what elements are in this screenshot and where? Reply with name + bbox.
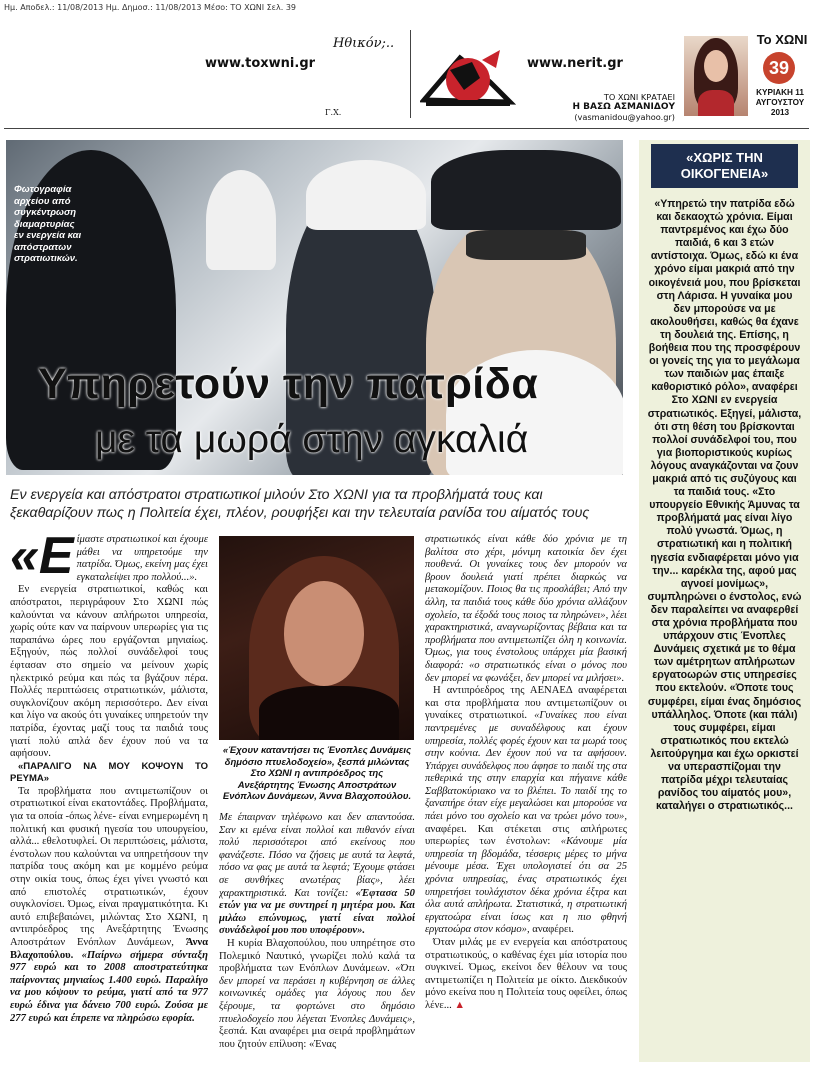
interviewee-photo bbox=[219, 536, 414, 740]
date-line3: 2013 bbox=[770, 108, 790, 117]
caption-line: εν ενεργεία και bbox=[14, 230, 82, 241]
logo-icon bbox=[420, 40, 516, 112]
end-mark-icon: ▲ bbox=[454, 999, 465, 1011]
date-line1: ΚΥΡΙΑΚΗ 11 bbox=[756, 88, 804, 97]
lead-text: ίμαστε στρατιωτικοί και έχουμε μάθει να υπηρετούμε την πατρίδα. Όμως, εκείνη μας έχει εγκαταλείψει προ πολλού...». bbox=[76, 534, 208, 583]
masthead-divider bbox=[410, 30, 411, 118]
caption-line: Φωτογραφία bbox=[14, 184, 72, 195]
article-column-2 bbox=[219, 812, 415, 1064]
site-url-right: www.nerit.gr bbox=[527, 56, 623, 71]
page-number-badge: 39 bbox=[763, 52, 795, 84]
column-email: (vasmanidou@yahoo.gr) bbox=[574, 112, 675, 122]
interviewee-photo-caption: «Έχουν καταντήσει τις Ένοπλες Δυνάμεις δημόσιο πτυελοδοχείο», ξεσπά μιλώντας Στο ΧΩΝΙ η αντιπρόεδρος της Ανεξάρτητης Ένωσης Αποστράτων Ενόπλων Δυνάμεων, Άννα Βλαχοπούλου. bbox=[222, 745, 412, 802]
sidebar-box bbox=[639, 140, 810, 1062]
section-label: Ηθικόν;.. bbox=[333, 36, 395, 51]
date-line2: ΑΥΓΟΥΣΤΟΥ bbox=[755, 98, 805, 107]
section-heading: «ΠΑΡΑΛΙΓΟ ΝΑ ΜΟΥ ΚΟΨΟΥΝ ΤΟ ΡΕΥΜΑ» bbox=[10, 760, 208, 785]
masthead-rule bbox=[4, 128, 809, 129]
paragraph: Όταν μιλάς με εν ενεργεία και απόστρατους στρατιωτικούς, ο καθένας έχει μία ιστορία που συγκινεί. Όμως, εκείνοι δεν θέλουν να τους αντιμετωπίζει η Πολιτεία με οίκτο. Διεκδικούν μόνο εκείνα που η Πολιτεία τους οφείλει, όπως λένε... ▲ bbox=[425, 937, 627, 1011]
issue-date bbox=[750, 88, 810, 118]
article-column-1 bbox=[10, 534, 208, 1064]
lead-paragraph bbox=[10, 534, 208, 584]
headline-line1: Υπηρετούν την πατρίδα bbox=[38, 360, 539, 408]
site-url-left: www.toxwni.gr bbox=[205, 56, 316, 71]
drop-cap: «Ε bbox=[10, 534, 74, 585]
paragraph: Η αντιπρόεδρος της ΑΕΝΑΕΔ αναφέρεται και στα προβλήματα που αντιμετωπίζουν οι γυναίκες στρατιωτικοί. «Γυναίκες που είναι παντρεμένες με συναδέλφους και έχουν υπηρεσία, πολλές φορές έχουν και τα μωρά τους στην κούνια. Δεν έχουν πού να τα αφήσουν. Υπάρχει συνάδελφος που άφησε το παιδί της στα πεθερικά της στην επαρχία και πήγαινε κάθε Σαββατοκύριακο να το βλέπει. Το παιδί της το ξαναπήρε όταν είχε μεγαλώσει και μπορούσε να πάει μόνο του σχολείο και να τρώει μόνο του», αναφέρει. Και στέκεται στις απλήρωτες υπερωρίες των ένστολων: «Κάνουμε μία υπηρεσία τη βδομάδα, τέσσερις μέρες το μήνα μένουμε μέσα. Έχει υπολογιστεί ότι σα 25 χρόνια υπηρεσίας, ένας στρατιωτικός έχει υπηρετήσει τουλάχιστον δέκα χρόνια έξτρα και όλα αυτά απλήρωτα. Στατιστικά, η στρατιωτική εργατοώρα είναι ίσως και η πιο φθηνή εργατοώρα στον κόσμο», αναφέρει. bbox=[425, 685, 627, 936]
caption-line: στρατιωτικών. bbox=[14, 253, 78, 264]
column-line1: ΤΟ ΧΩΝΙ ΚΡΑΤΑΕΙ bbox=[603, 92, 675, 102]
paper-name: Το ΧΩΝΙ bbox=[756, 32, 808, 47]
article-column-3 bbox=[425, 534, 627, 1064]
caption-line: απόστρατων bbox=[14, 241, 72, 253]
column-author: Η ΒΑΣΩ ΑΣΜΑΝΙΔΟΥ bbox=[572, 102, 675, 112]
author-photo bbox=[684, 36, 748, 116]
paragraph: Με έπαιρναν τηλέφωνο και δεν απαντούσα. Σαν κι εμένα είναι πολλοί και πιθανόν είναι πολύ περισσότεροι από εκείνους που φανάζεστε. Πόσο να ζήσεις με αυτά τα λεφτά, πόσο να φας με αυτά τα λεφτά; Έχουμε φτάσει σε συνθήκες ανωτέρας βίας», λέει χαρακτηριστικά. Και τονίζει: «Έφτασα 50 ετών για να με συντηρεί η μητέρα μου. Και μιλάω επώνυμως, γιατί είναι πολλοί συνάδελφοί μου που υποφέρουν». bbox=[219, 812, 415, 937]
subtitle: Εν ενεργεία και απόστρατοι στρατιωτικοί μιλούν Στο ΧΩΝΙ για τα προβλήματά τους και ξεκαθαρίζουν πως η Πολιτεία έχει, πλέον, ρουφήξει και την τελευταία ρανίδα του αίματός τους bbox=[10, 487, 590, 521]
sidebar-text: «Υπηρετώ την πατρίδα εδώ και δεκαοχτώ χρόνια. Είμαι παντρεμένος και έχω δύο παιδιά, 6 και 3 ετών αντίστοιχα. Όμως, εδώ κι ένα χρόνο είμαι μακριά από την οικογένειά μου, που βρίσκεται στη Λάρισα. Η γυναίκα μου δεν μπορούσε να με ακολουθήσει, καθώς θα έχανε τη δουλειά της. Επίσης, η βοήθεια που της προσφέρουν οι γονείς της για το μεγάλωμα των παιδιών μας έπαιξε καθοριστικό ρόλο», αναφέρει Στο ΧΩΝΙ εν ενεργεία στρατιωτικός. Εξηγεί, μάλιστα, ότι στη θέση του βρίσκονται πολλοί συνάδελφοί του, που για βιοποριστικούς κυρίως λόγους αναγκάζονται να ζουν μακριά από τις συζύγους και τα παιδιά τους. «Στο υπουργείο Εθνικής Άμυνας τα προβλήματά μας είναι λίγο πολύ γνωστά. Όμως, η στρατιωτική και η πολιτική ηγεσία ενδιαφέρεται μόνο για την... καρέκλα της, αφού μας αγνοεί μονίμως», συμπληρώνει ο ένστολος, ενώ δεν παραλείπει να αναφερθεί στα χρόνια προβλήματα που υπάρχουν στις Ένοπλες Δυνάμεις σχετικά με το θέμα των αμέτρητων απλήρωτων εργατοωρών στις υπηρεσίες που εκτελούν. «Όποτε τους συμφέρει, είμαι ένας δημόσιος υπάλληλος. Όποτε (και πάλι) τους συμφέρει, είμαι στρατιωτικός που εκτελώ λειτούργημα και έχω ορκιστεί να υπερασπίζομαι την πατρίδα μέχρι τελευταίας ρανίδος του αίματός μου», καταλήγει ο στρατιωτικός... bbox=[647, 198, 802, 813]
caption-line: αρχείου από bbox=[14, 195, 71, 207]
caption-line: διαμαρτυρίας bbox=[14, 218, 75, 230]
main-photo-caption bbox=[14, 184, 81, 265]
sidebar-title: «ΧΩΡΙΣ ΤΗΝ ΟΙΚΟΓΕΝΕΙΑ» bbox=[651, 144, 798, 188]
paragraph: Τα προβλήματα που αντιμετωπίζουν οι στρατιωτικοί είναι εκατοντάδες. Προβλήματα, για τα οποία -όπως λένε- είναι ενημερωμένη η πολιτική και φυσική ηγεσία του υπουργείου, αλλά... εθελοτυφλεί. Οι περιπτώσεις, μάλιστα, ένστολων που καλούνται να υπηρετήσουν την πατρίδα τους ακόμη και με κομμένο ρεύμα στην οικία τους, όπως έχει γίνει γνωστό και από επιστολές στρατιωτικών, έχουν συγκλονίσει. Όμως, είναι πραγματικότητα. Κι αυτό επιβεβαιώνει, μιλώντας Στο ΧΩΝΙ, η αντιπρόεδρος της Ανεξάρτητης Ένωσης Αποστράτων Ενόπλων Δυνάμεων, Άννα Βλαχοπούλου. «Παίρνω σήμερα σύνταξη 977 ευρώ και το 2008 αποστρατεύτηκα παίρνοντας μηνιαίως 1.400 ευρώ. Παραλίγο να μου κόψουν το ρεύμα, γιατί από τα 977 ευρώ έδινα για δάνειο 700 ευρώ. Ζούσα με 277 ευρώ και έπρεπε να πληρώσω εφορία. bbox=[10, 785, 208, 1024]
paragraph: στρατιωτικός είναι κάθε δύο χρόνια με τη βαλίτσα στο χέρι, μόνιμη κατοικία δεν έχει πουθενά. Οι γυναίκες τους δεν μπορούν να βρουν δουλειά γιατί πρέπει διαρκώς να μετακομίζουν. Ποιος θα τις προσλάβει; Από την άλλη, τα παιδιά τους κάθε δύο χρόνια αλλάζουν σχολείο, τα έξοδά τους ποιος τα πληρώνει», λέει χαρακτηριστικά, αναγνωρίζοντας βέβαια και τα προβλήματα που αντιμετωπίζει όλη η κοινωνία. Όμως, για τους ένστολους υπάρχει μία βασική διαφορά: «ο στρατιωτικός είναι ο μόνος που δεν μπορεί να φωνάξει, δεν μπορεί να μιλήσει». bbox=[425, 534, 627, 684]
paragraph: Η κυρία Βλαχοπούλου, που υπηρέτησε στο Πολεμικό Ναυτικό, γνωρίζει πολύ καλά τα προβλήματα των Ενόπλων Δυνάμεων. «Ότι δεν μπορεί να περάσει η κυβέρνηση σε άλλες κοινωνικές ομάδες για λόγους που δεν ξέρουμε, τα φορτώνει στο δημόσιο πτυελοδοχείο που λέγεται Ένοπλες Δυνάμεις», ξεσπά. Και αναφέρει μια σειρά προβλημάτων που ζητούν επίλυση: «Ένας bbox=[219, 937, 415, 1050]
headline-line2: με τα μωρά στην αγκαλιά bbox=[95, 418, 529, 461]
clipping-meta: Ημ. Αποδελ.: 11/08/2013 Ημ. Δημοσ.: 11/08/2013 Μέσο: ΤΟ ΧΩΝΙ Σελ. 39 bbox=[4, 3, 296, 12]
paragraph: Εν ενεργεία στρατιωτικοί, καθώς και απόστρατοι, περιγράφουν Στο ΧΩΝΙ πώς καλούνται να κάνουν απλήρωτοι υπηρεσία, χωρίς ούτε καν να παίρνουν υπερωρίες για τις παραπάνω ώρες που εργάζονται μηνιαίως. Εξηγούν, πώς πολλοί συνάδελφοί τους έφτασαν στο σημείο να μείνουν χωρίς ηλεκτρικό ρεύμα και πώς τα βγάζουν πέρα. Πολλές περιπτώσεις στρατιωτικών, μάλιστα, συγκλονίζουν ακόμη περισσότερο. Δεν είναι και λίγο να ακούς ότι γυναίκες υπηρετούν την πατρίδα, έχοντας μαζί τους τα παιδιά τους γιατί πολύ απλά δεν έχουν πού να τα αφήσουν. bbox=[10, 584, 208, 760]
initials: Γ.Χ. bbox=[325, 108, 342, 117]
caption-line: συγκέντρωση bbox=[14, 207, 77, 218]
column-credit bbox=[560, 92, 675, 122]
